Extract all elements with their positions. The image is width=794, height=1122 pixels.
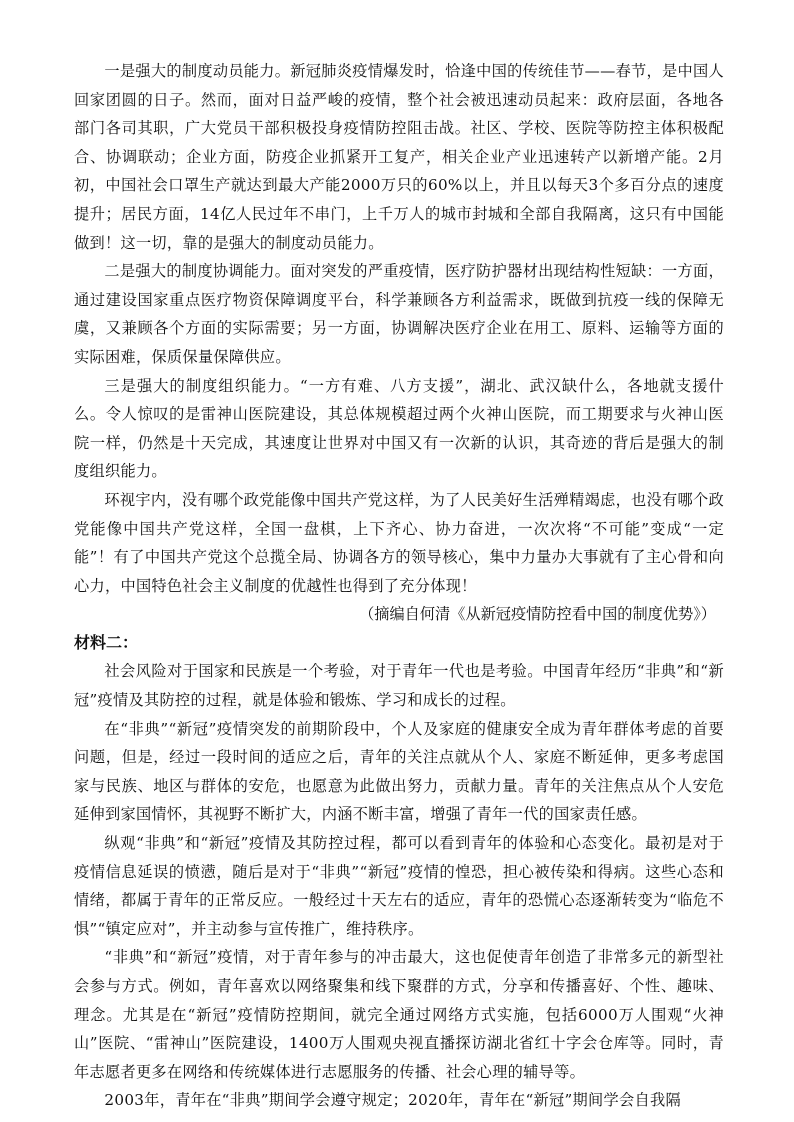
paragraph-youth-learning: 2003年，青年在“非典”期间学会遵守规定；2020年，青年在“新冠”期间学会自我隔 [104,1091,681,1110]
material-two-heading: 材料二： [74,632,139,652]
paragraph-coordination: 二是强大的制度协调能力。面对突发的严重疫情，医疗防护器材出现结构性短缺：一方面，通过建设国家重点医疗物资保障调度平台，科学兼顾各方利益需求，既做到抗疫一线的保障无虞，又兼顾各个方面的实际需要；另一方面，协调解决医疗企业在用工、原料、运输等方面的实际困难，保质保量保障供应。 [74,262,724,366]
paragraph-youth-mindset: 纵观“非典”和“新冠”疫情及其防控过程，都可以看到青年的体验和心态变化。最初是对于疫情信息延误的愤懑，随后是对于“非典”“新冠”疫情的惶恐，担心被传染和得病。这些心态和情绪，都属于青年的正常反应。一般经过十天左右的适应，青年的恐慌心态逐渐转变为“临危不惧”“镇定应对”，并主动参与宣传推广，维持秩序。 [74,834,724,938]
paragraph-party: 环视宇内，没有哪个政党能像中国共产党这样，为了人民美好生活殚精竭虑，也没有哪个政党能像中国共产党这样，全国一盘棋，上下齐心、协力奋进，一次次将“不可能”变成“一定能”！有了中国共产党这个总揽全局、协调各方的领导核心，集中力量办大事就有了主心骨和向心力，中国特色社会主义制度的优越性也得到了充分体现！ [74,490,724,595]
paragraph-youth-participation: “非典”和“新冠”疫情，对于青年参与的冲击最大，这也促使青年创造了非常多元的新型社会参与方式。例如，青年喜欢以网络聚集和线下聚群的方式，分享和传播喜好、个性、趣味、理念。尤其是在“新冠”疫情防控期间，就完全通过网络方式实施，包括6000万人围观“火神山”医院、“雷神山”医院建设，1400万人围观央视直播探访湖北省红十字会仓库等。同时，青年志愿者更多在网络和传统媒体进行志愿服务的传播、社会心理的辅导等。 [74,948,724,1081]
document-page [74,57,724,1115]
paragraph-organization: 三是强大的制度组织能力。“一方有难、八方支援”，湖北、武汉缺什么，各地就支援什么。令人惊叹的是雷神山医院建设，其总体规模超过两个火神山医院，而工期要求与火神山医院一样，仍然是十天完成，其速度让世界对中国又有一次新的认识，其奇迹的背后是强大的制度组织能力。 [74,376,724,481]
paragraph-youth-test: 社会风险对于国家和民族是一个考验，对于青年一代也是考验。中国青年经历“非典”和“新冠”疫情及其防控的过程，就是体验和锻炼、学习和成长的过程。 [74,662,724,710]
paragraph-youth-focus: 在“非典”“新冠”疫情突发的前期阶段中，个人及家庭的健康安全成为青年群体考虑的首要问题，但是，经过一段时间的适应之后，青年的关注点就从个人、家庭不断延伸，更多考虑国家与民族、地区与群体的安危，也愿意为此做出努力，贡献力量。青年的关注焦点从个人安危延伸到家国情怀，其视野不断扩大，内涵不断丰富，增强了青年一代的国家责任感。 [74,719,724,824]
source-citation: （摘编自何清《从新冠疫情防控看中国的制度优势》） [359,605,716,624]
paragraph-mobilization: 一是强大的制度动员能力。新冠肺炎疫情爆发时，恰逢中国的传统佳节——春节，是中国人回家团圆的日子。然而，面对日益严峻的疫情，整个社会被迅速动员起来：政府层面，各地各部门各司其职，广大党员干部积极投身疫情防控阻击战。社区、学校、医院等防控主体积极配合、协调联动；企业方面，防疫企业抓紧开工复产，相关企业产业迅速转产以新增产能。2月初，中国社会口罩生产就达到最大产能2000万只的60%以上，并且以每天3个多百分点的速度提升；居民方面，14亿人民过年不串门，上千万人的城市封城和全部自我隔离，这只有中国能做到！这一切，靠的是强大的制度动员能力。 [74,62,724,252]
